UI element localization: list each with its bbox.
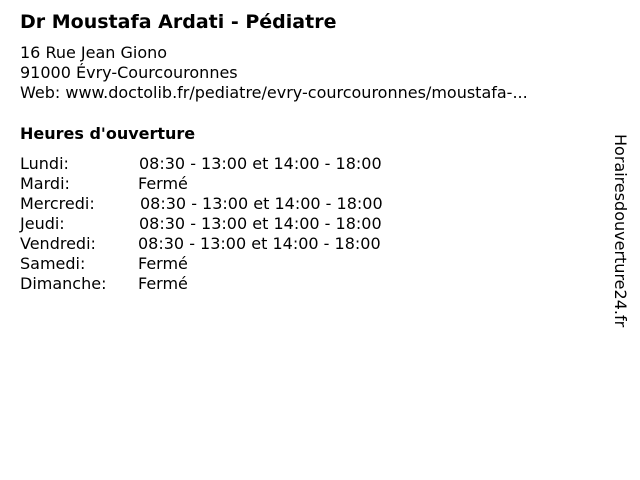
address-street: 16 Rue Jean Giono [20,43,168,62]
day-label: Mardi: [20,174,70,193]
day-label: Samedi: [20,254,86,273]
address-block [20,43,528,103]
day-label: Jeudi: [20,214,65,233]
day-label: Dimanche: [20,274,107,293]
opening-hours-heading: Heures d'ouverture [20,124,196,143]
hours-value: Fermé [138,274,188,293]
hours-value: 08:30 - 13:00 et 14:00 - 18:00 [140,194,383,213]
hours-row-friday [20,234,440,254]
website-link[interactable]: Web: www.doctolib.fr/pediatre/evry-courcouronnes/moustafa-... [20,83,528,102]
day-label: Lundi: [20,154,69,173]
hours-row-sunday [20,274,440,294]
hours-value: Fermé [138,174,188,193]
day-label: Vendredi: [20,234,96,253]
hours-value: 08:30 - 13:00 et 14:00 - 18:00 [138,234,381,253]
page-title: Dr Moustafa Ardati - Pédiatre [20,11,337,33]
hours-row-wednesday [20,194,440,214]
address-city: 91000 Évry-Courcouronnes [20,63,238,82]
hours-row-thursday [20,214,440,234]
hours-value: Fermé [138,254,188,273]
hours-row-monday [20,154,440,174]
site-brand-watermark: Horairesdouverture24.fr [611,134,630,328]
hours-value: 08:30 - 13:00 et 14:00 - 18:00 [139,214,382,233]
day-label: Mercredi: [20,194,95,213]
opening-hours-table [20,154,440,294]
hours-row-tuesday [20,174,440,194]
hours-row-saturday [20,254,440,274]
hours-value: 08:30 - 13:00 et 14:00 - 18:00 [139,154,382,173]
